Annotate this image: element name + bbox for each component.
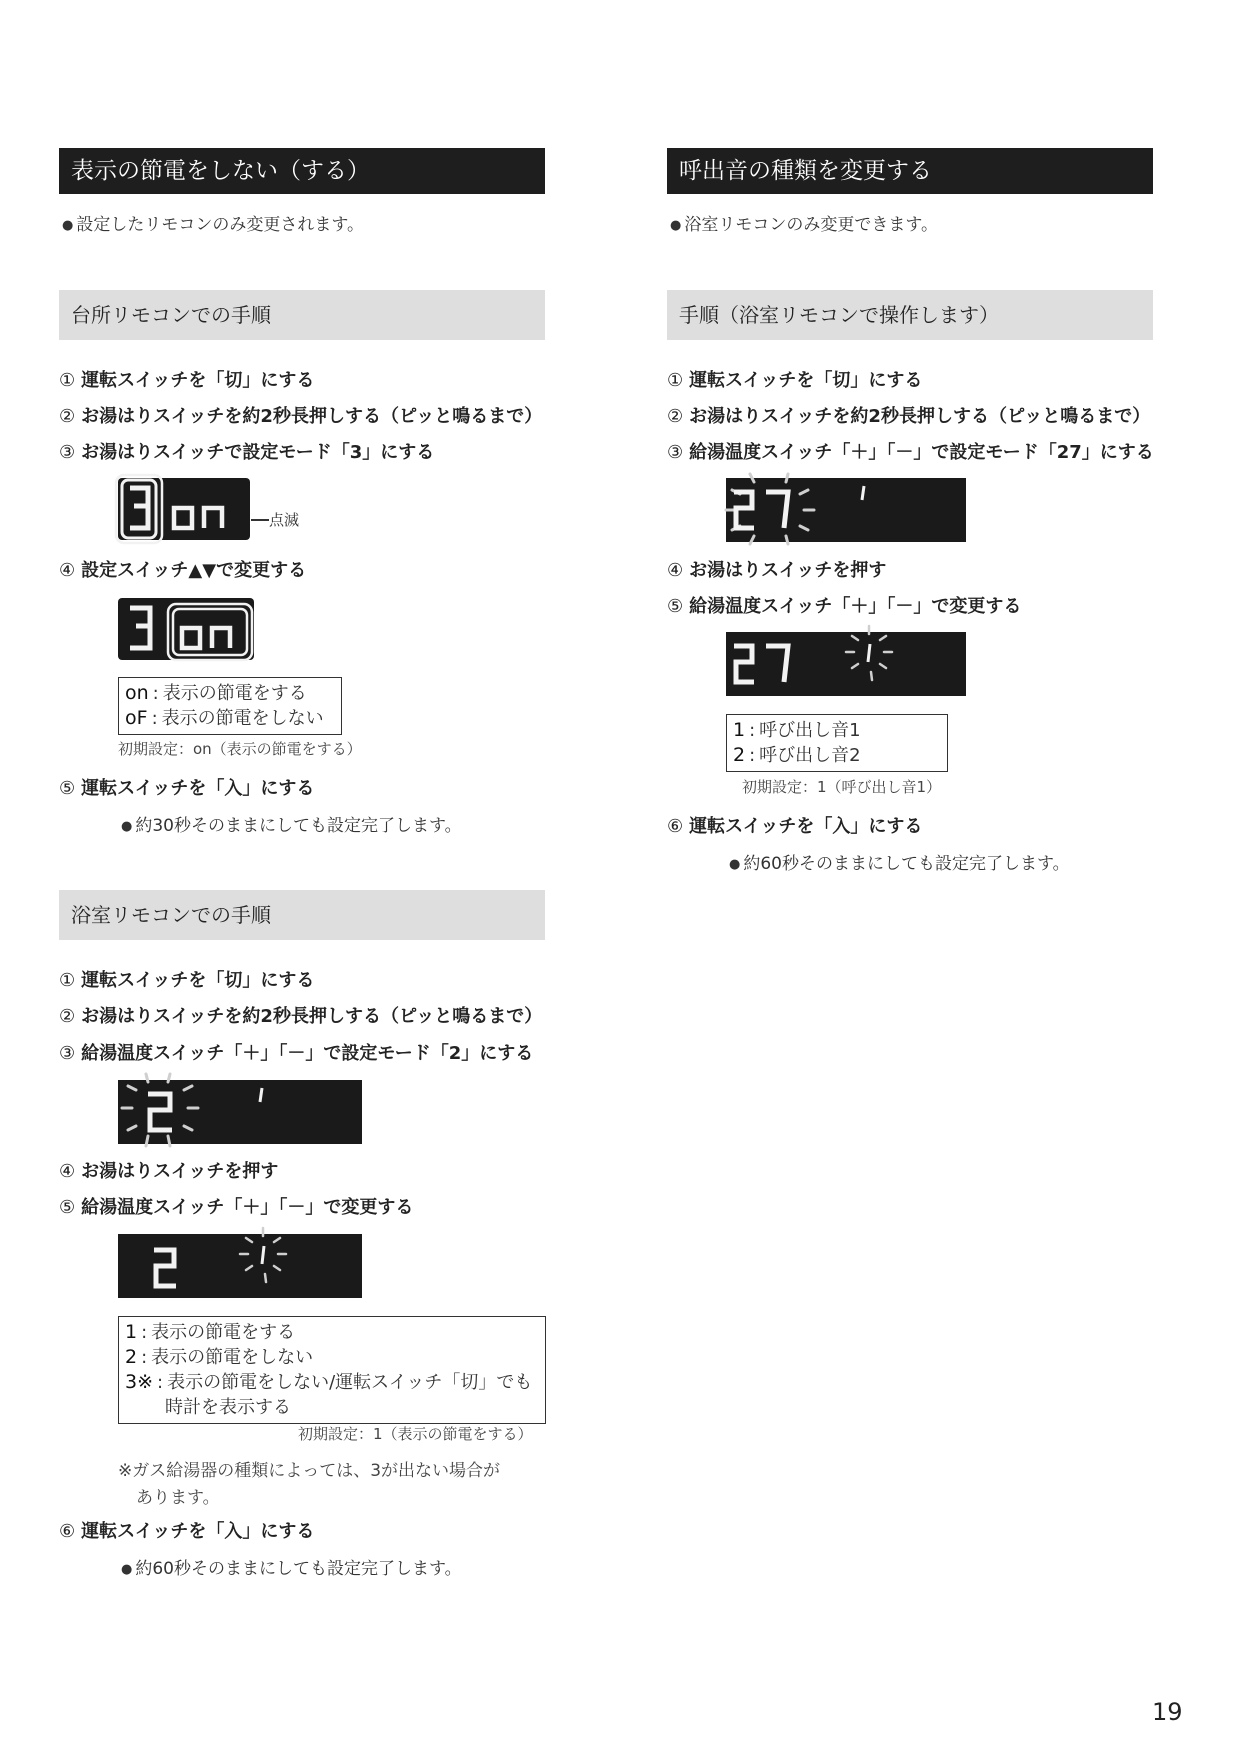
page-number: 19 bbox=[1152, 1698, 1183, 1726]
step-item: ③ 給湯温度スイッチ「＋」「－」で設定モード「27」にする bbox=[667, 442, 1154, 463]
lcd-display-value-blinking bbox=[118, 1234, 362, 1298]
step-item: ⑥ 運転スイッチを「入」にする bbox=[667, 816, 923, 837]
step-item: ⑤ 給湯温度スイッチ「＋」「－」で変更する bbox=[667, 596, 1022, 617]
default-setting-text: 初期設定：1（呼び出し音1） bbox=[742, 778, 942, 796]
step-item: ⑥ 運転スイッチを「入」にする bbox=[59, 1521, 315, 1542]
step-item: ① 運転スイッチを「切」にする bbox=[59, 970, 315, 991]
step-item: ⑤ 運転スイッチを「入」にする bbox=[59, 778, 315, 799]
step-item: ① 運転スイッチを「切」にする bbox=[59, 370, 315, 391]
step-item: ④ お湯はりスイッチを押す bbox=[667, 560, 887, 581]
lcd-display-mode-27-blinking bbox=[726, 478, 966, 542]
option-row: 1 : 呼び出し音1 bbox=[733, 719, 861, 741]
step-item: ④ 設定スイッチ▲▼で変更する bbox=[59, 560, 307, 581]
subheading-procedure: 手順（浴室リモコンで操作します） bbox=[667, 290, 1153, 340]
options-box-bath bbox=[118, 1316, 546, 1424]
subheading-kitchen-remote: 台所リモコンでの手順 bbox=[59, 290, 545, 340]
blink-label: 点滅 bbox=[269, 511, 300, 529]
step-item: ④ お湯はりスイッチを押す bbox=[59, 1161, 279, 1182]
option-row: oF : 表示の節電をしない bbox=[125, 707, 324, 729]
completion-note: ● 約60秒そのままにしても設定完了します。 bbox=[729, 849, 1070, 874]
option-row: 2 : 表示の節電をしない bbox=[125, 1346, 314, 1368]
step-item: ① 運転スイッチを「切」にする bbox=[667, 370, 923, 391]
step-item: ③ 給湯温度スイッチ「＋」「－」で設定モード「2」にする bbox=[59, 1043, 534, 1064]
default-setting-text: 初期設定：on（表示の節電をする） bbox=[118, 740, 362, 758]
callout-line bbox=[251, 519, 269, 521]
options-box-call-sound bbox=[726, 714, 948, 772]
default-setting-text: 初期設定：1（表示の節電をする） bbox=[298, 1425, 533, 1443]
option-row: 2 : 呼び出し音2 bbox=[733, 744, 861, 766]
options-box-kitchen bbox=[118, 677, 342, 735]
step-item: ⑤ 給湯温度スイッチ「＋」「－」で変更する bbox=[59, 1197, 414, 1218]
section-heading-call-sound: 呼出音の種類を変更する bbox=[667, 148, 1153, 194]
lcd-display-mode-3-on bbox=[118, 598, 254, 660]
step-item: ② お湯はりスイッチを約2秒長押しする（ピッと鳴るまで） bbox=[667, 406, 1151, 427]
option-row: on : 表示の節電をする bbox=[125, 682, 307, 704]
step-item: ② お湯はりスイッチを約2秒長押しする（ピッと鳴るまで） bbox=[59, 406, 543, 427]
caution-text: ※ガス給湯器の種類によっては、3が出ない場合が bbox=[118, 1461, 501, 1481]
lcd-display-value-blinking bbox=[726, 632, 966, 696]
lcd-display-mode-2-blinking bbox=[118, 1080, 362, 1144]
step-item: ③ お湯はりスイッチで設定モード「3」にする bbox=[59, 442, 435, 463]
completion-note: ● 約60秒そのままにしても設定完了します。 bbox=[121, 1554, 462, 1579]
step-item: ② お湯はりスイッチを約2秒長押しする（ピッと鳴るまで） bbox=[59, 1006, 543, 1027]
subheading-bath-remote: 浴室リモコンでの手順 bbox=[59, 890, 545, 940]
note-text: ● 浴室リモコンのみ変更できます。 bbox=[670, 210, 938, 235]
completion-note: ● 約30秒そのままにしても設定完了します。 bbox=[121, 811, 462, 836]
option-row: 3※ : 表示の節電をしない/運転スイッチ「切」でも bbox=[125, 1371, 533, 1393]
caution-text-continued: あります。 bbox=[136, 1488, 220, 1508]
option-row-continued: 時計を表示する bbox=[165, 1397, 291, 1418]
lcd-display-mode-3-blinking bbox=[118, 478, 250, 540]
note-text: ● 設定したリモコンのみ変更されます。 bbox=[62, 210, 364, 235]
section-heading-display-power-save: 表示の節電をしない（する） bbox=[59, 148, 545, 194]
option-row: 1 : 表示の節電をする bbox=[125, 1321, 296, 1343]
